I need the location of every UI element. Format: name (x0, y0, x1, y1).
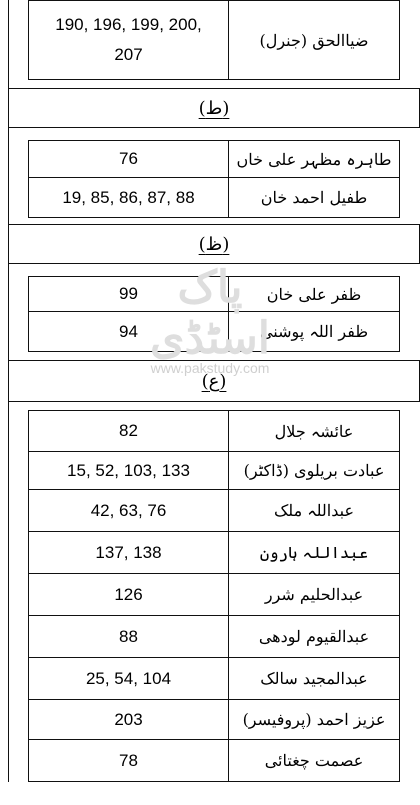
table-row (28, 410, 400, 452)
page-numbers-cell: 126 (29, 574, 229, 615)
page-numbers-cell (29, 1, 229, 79)
table-row (28, 0, 400, 80)
page-numbers-cell: 19, 85, 86, 87, 88 (29, 178, 229, 217)
name-cell: عصمت چغتائی (264, 751, 364, 770)
name-cell: ظفر اللہ پوشنی (259, 322, 369, 341)
name-cell: عائشہ جلال (274, 421, 354, 441)
table-row (28, 140, 400, 178)
page-numbers-cell: 203 (29, 700, 229, 739)
page-numbers-cell: 15, 52, 103, 133 (29, 452, 229, 489)
table-row (28, 532, 400, 574)
table-row (28, 312, 400, 352)
table-row (28, 178, 400, 218)
section-header-ain (8, 360, 420, 402)
table-row (28, 616, 400, 658)
name-cell: ظفر علی خان (266, 284, 362, 304)
page-numbers-cell: 78 (29, 740, 229, 781)
table-row (28, 574, 400, 616)
name-cell: طاہرہ مظہر علی خاں (236, 149, 392, 169)
page-numbers-continued: 207 (114, 45, 143, 64)
page-numbers: 190, 196, 199, 200, (55, 15, 202, 34)
section-label: (ط) (198, 97, 230, 119)
section-label: (ع) (201, 370, 227, 392)
table-row (28, 452, 400, 490)
section-label: (ظ) (198, 233, 230, 255)
page-numbers-cell: 137, 138 (29, 532, 229, 573)
name-cell: طفیل احمد خان (260, 188, 368, 207)
page-numbers-cell: 25, 54, 104 (29, 658, 229, 699)
name-cell: عزیز احمد (پروفیسر) (242, 710, 386, 729)
name-cell: عبادت بریلوی (ڈاکٹر) (243, 461, 385, 480)
name-cell: عبدالمجید سالک (260, 669, 368, 688)
page-border-left (8, 0, 9, 782)
page-numbers-cell: 82 (29, 411, 229, 451)
table-row (28, 658, 400, 700)
section-header-zoe (8, 224, 420, 264)
page-numbers-cell: 94 (29, 312, 229, 351)
page-numbers-cell: 42, 63, 76 (29, 490, 229, 531)
page-numbers-cell: 99 (29, 277, 229, 311)
table-row (28, 740, 400, 782)
name-cell: ضیاالحق (جنرل) (259, 30, 369, 50)
name-cell: عبدالقیوم لودھی (258, 627, 370, 646)
watermark-url: www.pakstudy.com (150, 360, 270, 376)
page-numbers-cell: 76 (29, 141, 229, 177)
table-row (28, 276, 400, 312)
section-header-toe (8, 88, 420, 128)
table-row (28, 700, 400, 740)
name-cell: عبداللہ ہارون (259, 543, 369, 562)
name-cell: عبدالحلیم شرر (264, 585, 364, 604)
table-row (28, 490, 400, 532)
page-numbers-cell: 88 (29, 616, 229, 657)
name-cell: عبداللہ ملک (273, 501, 355, 520)
watermark-logo: پاک اسٹڈی (150, 262, 270, 364)
